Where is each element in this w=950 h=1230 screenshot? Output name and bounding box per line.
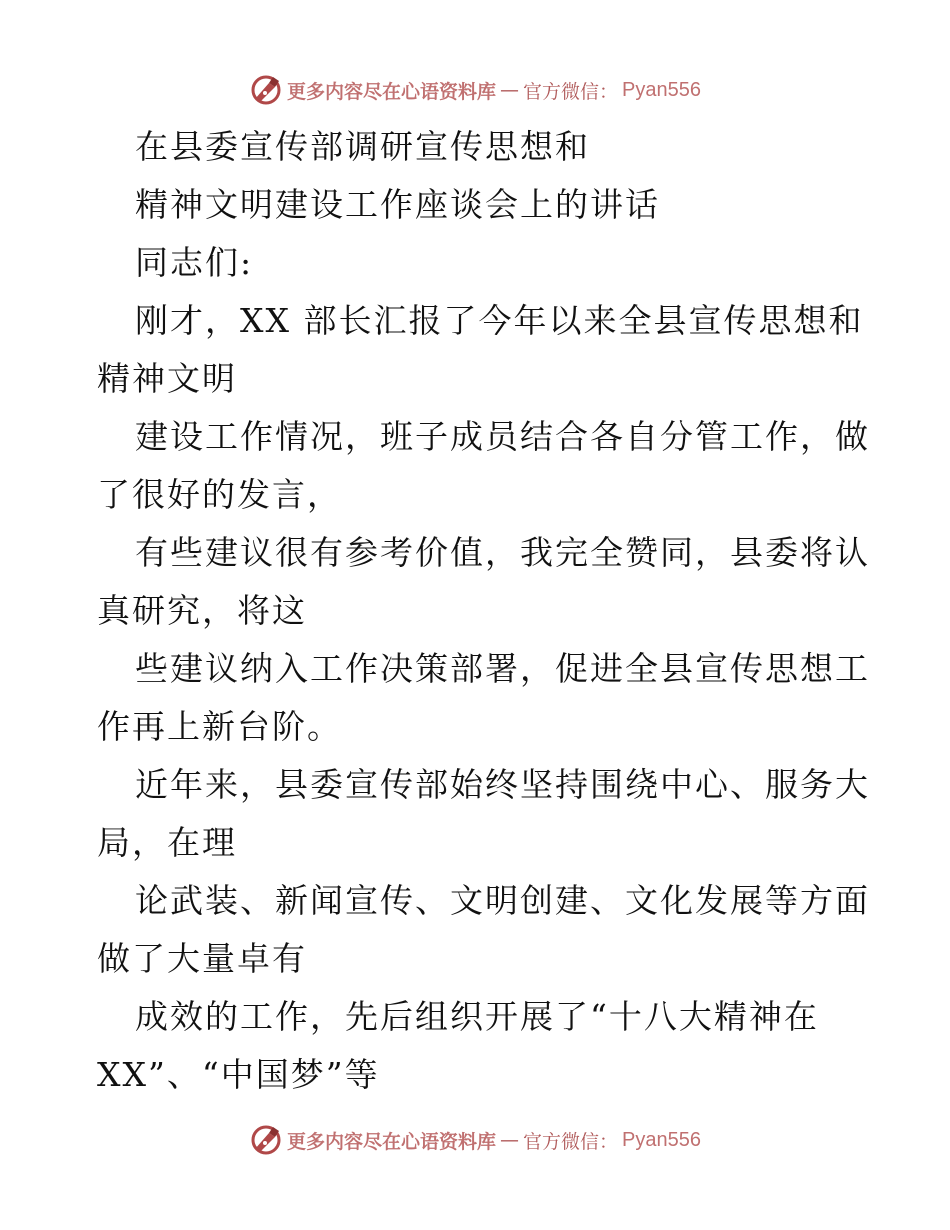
body-line: 做了大量卓有 (97, 939, 307, 978)
watermark-separator: — (500, 79, 520, 101)
body-line: 建设工作情况，班子成员结合各自分管工作，做 (135, 417, 870, 456)
salutation: 同志们: (135, 243, 254, 282)
watermark-separator: — (500, 1129, 520, 1151)
watermark-wechat-id: Pyan556 (622, 78, 701, 101)
title-line-1: 在县委宣传部调研宣传思想和 (135, 127, 590, 166)
pen-nib-logo-icon (249, 1123, 283, 1157)
watermark-main-text: 更多内容尽在心语资料库 (287, 1130, 497, 1153)
watermark-wechat-label: 官方微信： (523, 80, 619, 103)
body-line: 成效的工作，先后组织开展了“十八大精神在 (135, 997, 819, 1036)
watermark-wechat-id: Pyan556 (622, 1128, 701, 1151)
body-line: 局，在理 (97, 823, 237, 862)
body-line: 真研究，将这 (97, 591, 307, 630)
body-line: 了很好的发言， (97, 475, 342, 514)
body-line: 论武装、新闻宣传、文明创建、文化发展等方面 (135, 881, 870, 920)
body-line: 作再上新台阶。 (97, 707, 342, 746)
pen-nib-logo-icon (249, 73, 283, 107)
body-line: 精神文明 (97, 359, 237, 398)
body-line: 刚才，XX 部长汇报了今年以来全县宣传思想和 (135, 301, 864, 340)
footer-watermark (0, 1120, 950, 1160)
body-line: XX”、“中国梦”等 (97, 1055, 380, 1094)
watermark-wechat-label: 官方微信： (523, 1130, 619, 1153)
body-line: 些建议纳入工作决策部署，促进全县宣传思想工 (135, 649, 870, 688)
body-line: 有些建议很有参考价值，我完全赞同，县委将认 (135, 533, 870, 572)
title-line-2: 精神文明建设工作座谈会上的讲话 (135, 185, 660, 224)
body-line: 近年来，县委宣传部始终坚持围绕中心、服务大 (135, 765, 870, 804)
watermark-main-text: 更多内容尽在心语资料库 (287, 80, 497, 103)
watermark-content (249, 1123, 701, 1157)
document-body (97, 118, 870, 1104)
header-watermark (0, 70, 950, 110)
watermark-content (249, 73, 701, 107)
